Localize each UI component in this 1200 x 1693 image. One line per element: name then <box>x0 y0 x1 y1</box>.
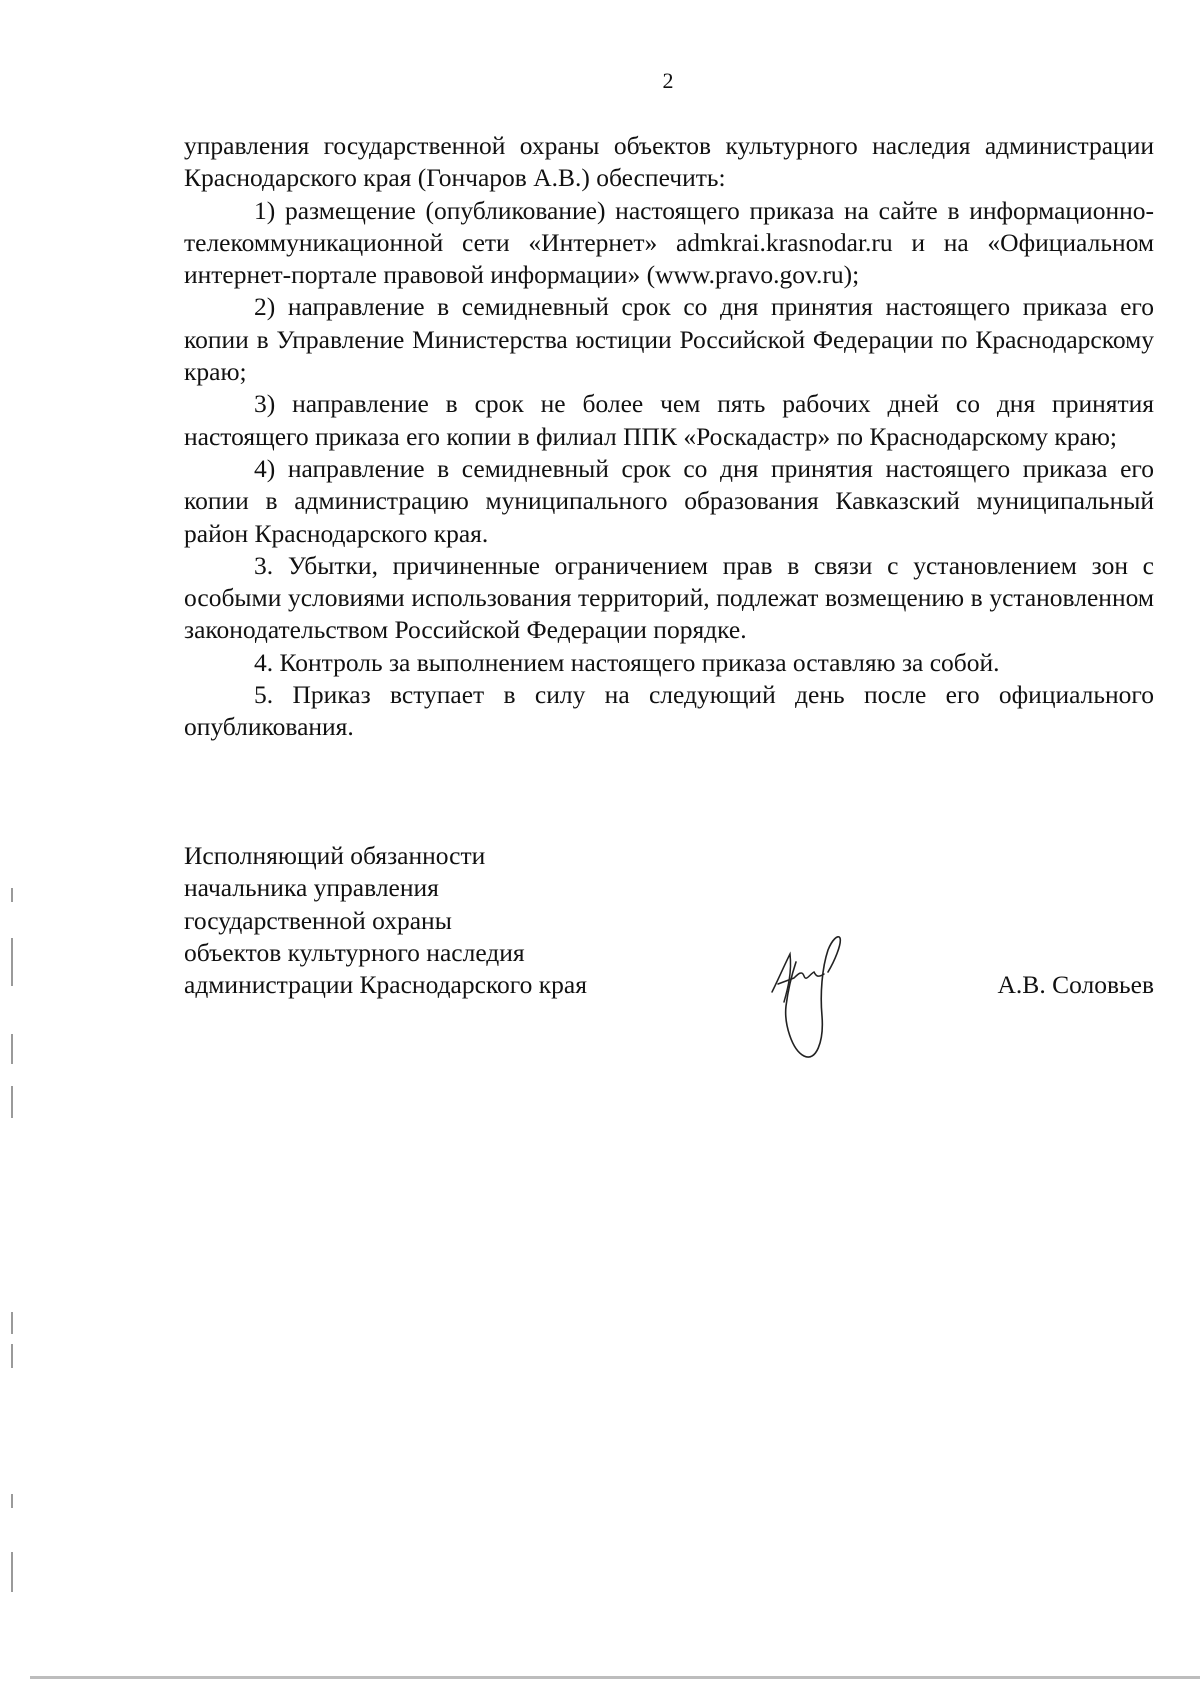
paragraph-point-5: 5. Приказ вступает в силу на следующий день после его официального опубликования. <box>184 680 1154 742</box>
signatory-title-line: Исполняющий обязанности <box>184 841 486 870</box>
paragraph-point-4: 4. Контроль за выполнением настоящего приказа оставляю за собой. <box>254 647 1000 677</box>
signatory-title-line: начальника управления <box>184 873 439 903</box>
paragraph-continuation: управления государственной охраны объектов культурного наследия администрации Краснодарского края (Гончаров А.В.) обеспечить: <box>184 131 1154 193</box>
paragraph-item-2: 2) направление в семидневный срок со дня принятия настоящего приказа его копии в Управление Министерства юстиции Российской Федерации по Краснодарскому краю; <box>184 292 1154 387</box>
signatory-title-line: государственной охраны <box>184 905 452 935</box>
signatory-title-line: администрации Краснодарского края <box>184 970 587 1000</box>
paragraph-point-3: 3. Убытки, причиненные ограничением прав в связи с установлением зон с особыми условиями использования территорий, подлежат возмещению в установленном законодательством Российской Федерации порядке. <box>184 550 1154 645</box>
page-number: 2 <box>662 68 674 93</box>
paragraph-item-4: 4) направление в семидневный срок со дня принятия настоящего приказа его копии в администрацию муниципального образования Кавказский муниципальный район Краснодарского края. <box>184 453 1154 548</box>
paragraph-item-3: 3) направление в срок не более чем пять рабочих дней со дня принятия настоящего приказа его копии в филиал ППК «Роскадастр» по Краснодарскому краю; <box>184 389 1154 451</box>
signature-block <box>184 840 1154 1001</box>
bottom-rule <box>30 1676 1200 1679</box>
scan-edge-marks <box>11 0 15 1693</box>
document-body <box>184 130 1154 744</box>
handwritten-signature <box>758 932 848 1072</box>
paragraph-item-1: 1) размещение (опубликование) настоящего приказа на сайте в информационно-телекоммуникационной сети «Интернет» admkrai.krasnodar.ru и на «Официальном интернет-портале правовой информации» (www.pravo.gov.ru); <box>184 195 1154 290</box>
signer-name: А.В. Соловьев <box>997 970 1154 999</box>
signatory-title-line: объектов культурного наследия <box>184 937 525 967</box>
